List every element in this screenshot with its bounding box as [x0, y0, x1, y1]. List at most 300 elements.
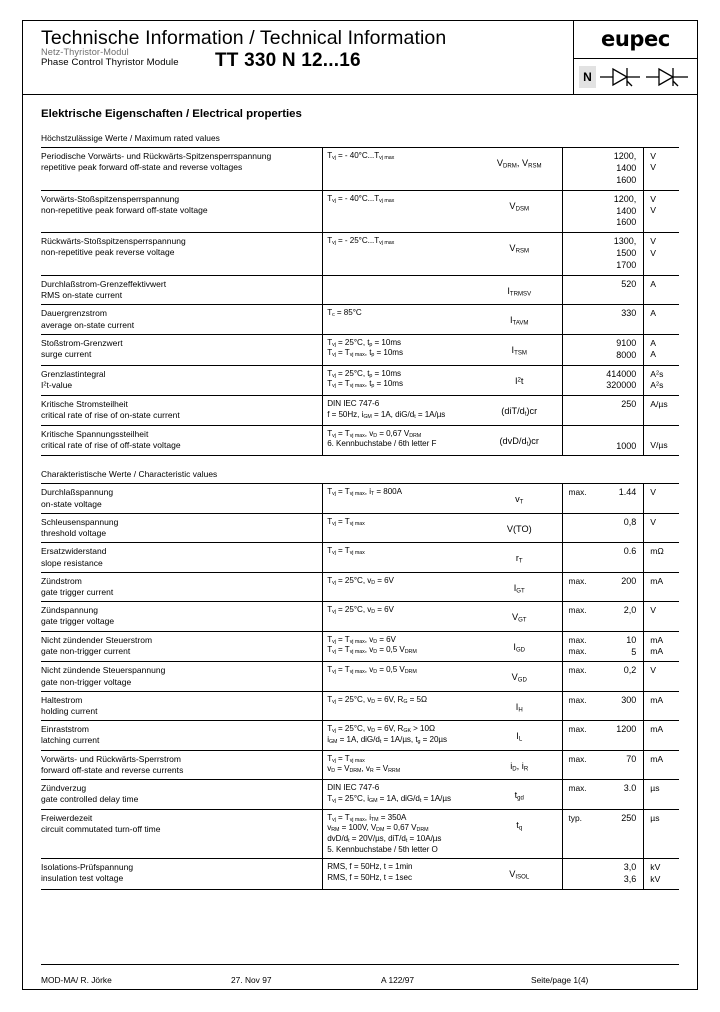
- page-title: Technische Information / Technical Information: [41, 27, 447, 49]
- page-footer: [41, 964, 679, 967]
- test-conditions: [323, 721, 476, 750]
- value: 1600: [616, 217, 637, 228]
- value: 520: [621, 278, 637, 289]
- parameter-description: [41, 233, 323, 276]
- condition-line: $T_{vj} = T_{vj max}$: [327, 753, 365, 764]
- test-conditions: [323, 484, 476, 513]
- parameter-value: [596, 631, 644, 662]
- parameter-name-english: $I^2t$-value: [41, 379, 73, 390]
- value-qualifier: [563, 721, 596, 750]
- footer-doc-id: A 122/97: [381, 975, 415, 985]
- parameter-unit: [644, 662, 679, 691]
- condition-line: dvD/$d_t = 20V/\mu s$, diT/$d_t = 10A/\mu s$: [327, 833, 442, 845]
- value-qualifier: [563, 396, 596, 425]
- parameter-name-german: Vorwärts- und Rückwärts-Sperrstrom: [41, 753, 182, 764]
- parameter-symbol: V(TO): [476, 513, 563, 542]
- unit: $A^2s$: [650, 379, 664, 390]
- parameter-name-english: threshold voltage: [41, 528, 107, 539]
- value: 320000: [606, 380, 637, 391]
- parameter-symbol: $t_q$: [476, 809, 563, 859]
- value: 0.6: [623, 546, 637, 557]
- value-qualifier: [563, 572, 596, 601]
- test-conditions: [323, 425, 476, 456]
- parameter-symbol: $V_{DSM}$: [476, 190, 563, 233]
- test-conditions: [323, 662, 476, 691]
- unit: mΩ: [650, 546, 664, 557]
- table-row: [41, 780, 679, 809]
- parameter-value: [596, 750, 644, 779]
- parameter-description: [41, 691, 323, 720]
- qualifier: max.: [568, 634, 587, 645]
- unit: V: [650, 204, 656, 215]
- parameter-value: [596, 334, 644, 365]
- table-row: [41, 543, 679, 572]
- value-qualifier: [563, 691, 596, 720]
- parameter-name-german: Zündstrom: [41, 575, 82, 586]
- parameter-unit: [644, 396, 679, 425]
- table-row: [41, 365, 679, 396]
- parameter-name-english: gate controlled delay time: [41, 794, 139, 805]
- parameter-symbol: $i_D$, $i_R$: [476, 750, 563, 779]
- test-conditions: [323, 809, 476, 859]
- parameter-name-english: repetitive peak forward off-state and reverse voltages: [41, 162, 243, 173]
- condition-line: $T_{vj} = T_{vj max}$, $v_D = 6V$: [327, 634, 396, 645]
- test-conditions: [323, 396, 476, 425]
- parameter-value: [596, 484, 644, 513]
- value-qualifier: [563, 148, 596, 191]
- parameter-name-german: Durchlaßspannung: [41, 487, 114, 498]
- parameter-symbol: $V_{ISOL}$: [476, 859, 563, 890]
- parameter-symbol: $I_{TAVM}$: [476, 305, 563, 334]
- header-title-block: [23, 21, 573, 94]
- parameter-name-german: Periodische Vorwärts- und Rückwärts-Spitzensperrspannung: [41, 151, 272, 161]
- value: 10: [626, 634, 637, 645]
- parameter-description: [41, 662, 323, 691]
- parameter-name-german: Rückwärts-Stoßspitzensperrspannung: [41, 236, 186, 247]
- parameter-description: [41, 750, 323, 779]
- dual-thyristor-circuit-icon: [599, 64, 691, 90]
- condition-line: $T_{vj} = T_{vj max}$, $t_p = 10ms$: [327, 348, 403, 359]
- parameter-unit: [644, 425, 679, 456]
- unit: mA: [650, 724, 664, 735]
- parameter-unit: [644, 365, 679, 396]
- condition-line: RMS, f = 50Hz, t = 1sec: [327, 872, 412, 882]
- condition-line: $T_{vj} = T_{vj max}$, $v_D = 0,5$ $V_{DRM}$: [327, 665, 417, 676]
- parameter-symbol: $I_{GT}$: [476, 572, 563, 601]
- parameter-description: [41, 148, 323, 191]
- parameter-unit: [644, 809, 679, 859]
- unit: V: [650, 151, 656, 161]
- parameter-name-german: Dauergrenzstrom: [41, 308, 107, 319]
- condition-line: $T_{vj} = 25^\circ C$, $t_p = 10ms$: [327, 337, 402, 348]
- page-border-frame: [22, 20, 698, 990]
- value-qualifier: [563, 365, 596, 396]
- condition-line: 6. Kennbuchstabe / 6th letter F: [327, 439, 437, 449]
- test-conditions: [323, 572, 476, 601]
- condition-line: $T_c = 85^\circ C$: [327, 308, 362, 319]
- parameter-name-english: forward off-state and reverse currents: [41, 764, 184, 775]
- condition-line: $T_{vj}$ = - $40^\circ C...T_{vj max}$: [327, 151, 395, 162]
- value-qualifier: [563, 513, 596, 542]
- parameter-description: [41, 425, 323, 456]
- table-row: [41, 691, 679, 720]
- test-conditions: [323, 691, 476, 720]
- value: 1700: [616, 260, 637, 270]
- parameter-name-english: non-repetitive peak forward off-state voltage: [41, 204, 208, 215]
- characteristic-values-table: [41, 483, 679, 890]
- condition-line: $T_{vj} = 25^\circ C$, $t_p = 10ms$: [327, 368, 402, 379]
- parameter-symbol: $I_H$: [476, 691, 563, 720]
- parameter-value: [596, 691, 644, 720]
- unit: kV: [650, 873, 661, 884]
- parameter-symbol: $V_{RSM}$: [476, 233, 563, 276]
- value-qualifier: [563, 484, 596, 513]
- condition-line: $v_D = V_{DRM}$, $v_R = V_{RRM}$: [327, 764, 401, 775]
- value: 300: [621, 694, 637, 705]
- parameter-symbol: $(dvD/d_t)cr$: [476, 425, 563, 456]
- parameter-name-english: RMS on-state current: [41, 290, 123, 301]
- parameter-value: [596, 513, 644, 542]
- condition-line: DIN IEC 747-6: [327, 399, 380, 409]
- parameter-name-german: Einraststrom: [41, 724, 89, 735]
- value: 1.44: [618, 487, 637, 498]
- footer-page-number: Seite/page 1(4): [531, 975, 589, 985]
- max-rated-values-table: [41, 147, 679, 456]
- value: 330: [621, 308, 637, 319]
- qualifier: max.: [568, 605, 587, 616]
- table-row: [41, 334, 679, 365]
- brand-logo: [574, 21, 697, 59]
- parameter-value: [596, 305, 644, 334]
- condition-line: $T_{vj} = 25^\circ C$, $v_D = 6V$, $R_G = 5\Omega$: [327, 694, 427, 705]
- parameter-unit: [644, 631, 679, 662]
- parameter-value: [596, 859, 644, 890]
- value: 1200, 1400: [613, 151, 637, 173]
- unit: mA: [650, 634, 664, 645]
- table-row: [41, 513, 679, 542]
- value-qualifier: [563, 809, 596, 859]
- properties-body: [23, 95, 697, 890]
- parameter-name-english: latching current: [41, 735, 100, 746]
- unit: A: [650, 337, 656, 348]
- test-conditions: [323, 602, 476, 631]
- parameter-value: [596, 809, 644, 859]
- parameter-name-german: Nicht zündender Steuerstrom: [41, 634, 153, 645]
- parameter-unit: [644, 190, 679, 233]
- test-conditions: [323, 750, 476, 779]
- table-row: [41, 572, 679, 601]
- header-subtitle-block: [23, 47, 573, 84]
- parameter-value: [596, 396, 644, 425]
- value: 1600: [616, 174, 637, 185]
- table-row: [41, 662, 679, 691]
- section-title: Elektrische Eigenschaften / Electrical properties: [41, 108, 302, 120]
- test-conditions: [323, 334, 476, 365]
- condition-line: $T_{vj} = 25^\circ C$, $i_{GM} = 1A$, diG/$d_t = 1A/\mu s$: [327, 793, 451, 804]
- parameter-unit: [644, 305, 679, 334]
- parameter-description: [41, 190, 323, 233]
- parameter-name-english: insulation test voltage: [41, 873, 124, 884]
- unit: A/µs: [650, 399, 668, 410]
- parameter-symbol: $I_{TSM}$: [476, 334, 563, 365]
- table-row: [41, 190, 679, 233]
- page-header: [23, 21, 697, 95]
- parameter-value: [596, 780, 644, 809]
- parameter-symbol: $v_T$: [476, 484, 563, 513]
- condition-line: $T_{vj} = T_{vj max}$: [327, 546, 365, 557]
- table-row: [41, 396, 679, 425]
- parameter-name-german: Zündspannung: [41, 605, 98, 616]
- parameter-name-english: on-state voltage: [41, 498, 102, 509]
- test-conditions: [323, 233, 476, 276]
- unit: µs: [650, 783, 660, 794]
- condition-line: RMS, f = 50Hz, t = 1min: [327, 862, 413, 872]
- condition-line: f = 50Hz, $i_{GM} = 1A$, diG/$d_t = 1A/\mu s$: [327, 409, 446, 421]
- value: 250: [621, 399, 637, 410]
- value-qualifier: [563, 859, 596, 890]
- footer-date: 27. Nov 97: [231, 975, 272, 985]
- parameter-name-german: Stoßstrom-Grenzwert: [41, 337, 123, 348]
- parameter-name-german: Vorwärts-Stoßspitzensperrspannung: [41, 193, 180, 204]
- value: 1000: [616, 440, 637, 451]
- parameter-name-german: Durchlaßstrom-Grenzeffektivwert: [41, 278, 167, 289]
- parameter-name-german: Ersatzwiderstand: [41, 546, 107, 557]
- unit: V: [650, 162, 656, 173]
- parameter-name-english: non-repetitive peak reverse voltage: [41, 247, 175, 258]
- part-number: TT 330 N 12...16: [215, 50, 361, 71]
- parameter-description: [41, 602, 323, 631]
- parameter-description: [41, 780, 323, 809]
- table-row: [41, 305, 679, 334]
- parameter-description: [41, 305, 323, 334]
- parameter-description: [41, 484, 323, 513]
- condition-line: $v_{RM} = 100V$, $V_{DM} = 0,67$ $V_{DRM}$: [327, 823, 429, 834]
- parameter-name-english: surge current: [41, 348, 92, 359]
- package-symbol-cell: [574, 59, 697, 94]
- parameter-name-german: Isolations-Prüfspannung: [41, 862, 134, 873]
- value-qualifier: [563, 602, 596, 631]
- condition-line: $T_{vj} = T_{vj max}$: [327, 516, 365, 528]
- parameter-name-german: Freiwerdezeit: [41, 812, 93, 823]
- value: 0,2: [623, 665, 637, 676]
- value-qualifier: [563, 631, 596, 662]
- unit: A: [650, 278, 656, 289]
- parameter-value: [596, 233, 644, 276]
- test-conditions: [323, 190, 476, 233]
- unit: V: [650, 193, 656, 204]
- condition-line: $T_{vj} = T_{vj max}$, $i_T = 800A$: [327, 487, 402, 498]
- parameter-name-german: Kritische Spannungssteilheit: [41, 428, 149, 439]
- condition-line: $T_{vj} = T_{vj max}$, $v_D = 0,5$ $V_{DRM}$: [327, 645, 417, 656]
- parameter-value: [596, 662, 644, 691]
- parameter-name-english: holding current: [41, 706, 98, 717]
- parameter-name-german: Kritische Stromsteilheit: [41, 399, 128, 410]
- parameter-unit: [644, 233, 679, 276]
- parameter-unit: [644, 148, 679, 191]
- condition-line: $T_{vj} = T_{vj max}$, $i_{TM} = 350A$: [327, 812, 407, 823]
- value-qualifier: [563, 662, 596, 691]
- parameter-unit: [644, 572, 679, 601]
- condition-line: $T_{vj} = T_{vj max}$, $v_D = 0,67$ $V_{DRM}$: [327, 428, 422, 439]
- value-qualifier: [563, 543, 596, 572]
- value-qualifier: [563, 780, 596, 809]
- unit: V: [650, 605, 656, 616]
- value-qualifier: [563, 233, 596, 276]
- parameter-value: [596, 425, 644, 456]
- page-footer-content: [41, 975, 679, 985]
- value: 0,8: [623, 516, 637, 527]
- logo-text: eupec: [601, 27, 670, 51]
- parameter-name-german: Zündverzug: [41, 783, 87, 794]
- parameter-unit: [644, 859, 679, 890]
- table-row: [41, 148, 679, 191]
- unit: mA: [650, 753, 664, 764]
- parameter-description: [41, 396, 323, 425]
- parameter-name-english: circuit commutated turn-off time: [41, 823, 161, 834]
- parameter-description: [41, 334, 323, 365]
- parameter-description: [41, 365, 323, 396]
- unit: V: [650, 247, 656, 258]
- unit: mA: [650, 645, 664, 656]
- value: 3,0: [623, 862, 637, 873]
- footer-author: MOD-MA/ R. Jörke: [41, 975, 112, 985]
- group-title-max-rated: Höchstzulässige Werte / Maximum rated values: [41, 133, 220, 143]
- test-conditions: [323, 148, 476, 191]
- condition-line: 5. Kennbuchstabe / 5th letter O: [327, 844, 438, 854]
- value: 1300, 1500: [613, 236, 637, 259]
- qualifier: max.: [568, 575, 587, 586]
- parameter-symbol: $V_{GT}$: [476, 602, 563, 631]
- test-conditions: [323, 543, 476, 572]
- value: 1200, 1400: [613, 193, 637, 216]
- unit: V: [650, 665, 656, 676]
- unit: V: [650, 236, 656, 247]
- group-title-characteristic: Charakteristische Werte / Characteristic values: [41, 469, 218, 480]
- condition-line: $T_{vj}$ = - $25^\circ C...T_{vj max}$: [327, 236, 395, 247]
- subtitle-english: Phase Control Thyristor Module: [41, 57, 179, 68]
- value: 250: [621, 812, 637, 823]
- test-conditions: [323, 859, 476, 890]
- test-conditions: [323, 365, 476, 396]
- table-row: [41, 750, 679, 779]
- qualifier: max.: [568, 753, 587, 764]
- parameter-symbol: $(diT/d_t)cr$: [476, 396, 563, 425]
- parameter-description: [41, 721, 323, 750]
- parameter-description: [41, 275, 323, 304]
- parameter-description: [41, 572, 323, 601]
- parameter-unit: [644, 513, 679, 542]
- parameter-symbol: $V_{DRM}$, $V_{RSM}$: [476, 148, 563, 191]
- test-conditions: [323, 780, 476, 809]
- parameter-unit: [644, 484, 679, 513]
- parameter-value: [596, 543, 644, 572]
- value: 414000: [606, 368, 637, 379]
- condition-line: $T_{vj} = 25^\circ C$, $v_D = 6V$: [327, 575, 394, 586]
- unit: $A^2s$: [650, 368, 664, 379]
- parameter-unit: [644, 721, 679, 750]
- table-row: [41, 631, 679, 662]
- value-qualifier: [563, 275, 596, 304]
- test-conditions: [323, 275, 476, 304]
- value-qualifier: [563, 425, 596, 456]
- unit: µs: [650, 812, 660, 823]
- value: 3.0: [623, 783, 637, 794]
- parameter-unit: [644, 543, 679, 572]
- parameter-value: [596, 190, 644, 233]
- table-row: [41, 859, 679, 890]
- unit: A: [650, 349, 656, 360]
- parameter-name-german: Schleusenspannung: [41, 516, 119, 527]
- parameter-symbol: $I_{GD}$: [476, 631, 563, 662]
- parameter-symbol: $I^2t$: [476, 365, 563, 396]
- value: 200: [621, 575, 637, 586]
- value: 2,0: [623, 605, 637, 616]
- value-qualifier: [563, 190, 596, 233]
- parameter-name-english: critical rate of rise of off-state voltage: [41, 439, 181, 450]
- table-row: [41, 809, 679, 859]
- value-qualifier: [563, 750, 596, 779]
- parameter-value: [596, 275, 644, 304]
- condition-line: [327, 279, 476, 290]
- test-conditions: [323, 305, 476, 334]
- parameter-name-german: Nicht zündende Steuerspannung: [41, 665, 166, 676]
- parameter-name-english: critical rate of rise of on-state current: [41, 410, 180, 421]
- unit: V: [650, 516, 656, 527]
- parameter-symbol: $t_{gd}$: [476, 780, 563, 809]
- test-conditions: [323, 513, 476, 542]
- table-row: [41, 721, 679, 750]
- condition-line: $T_{vj}$ = - $40^\circ C...T_{vj max}$: [327, 193, 395, 204]
- parameter-description: [41, 543, 323, 572]
- parameter-description: [41, 859, 323, 890]
- table-row: [41, 602, 679, 631]
- parameter-unit: [644, 691, 679, 720]
- parameter-description: [41, 809, 323, 859]
- parameter-symbol: $I_L$: [476, 721, 563, 750]
- parameter-symbol: $I_{TRMSV}$: [476, 275, 563, 304]
- parameter-name-english: gate trigger current: [41, 586, 114, 597]
- qualifier: max.: [568, 487, 587, 498]
- value: 70: [626, 753, 637, 764]
- value-qualifier: [563, 334, 596, 365]
- qualifier: max.: [568, 783, 587, 794]
- header-logo-block: [573, 21, 697, 94]
- parameter-unit: [644, 334, 679, 365]
- parameter-value: [596, 572, 644, 601]
- table-row: [41, 425, 679, 456]
- parameter-unit: [644, 780, 679, 809]
- condition-line: DIN IEC 747-6: [327, 783, 380, 793]
- unit: mA: [650, 575, 664, 586]
- value: 9100: [616, 337, 637, 348]
- condition-line: $T_{vj} = 25^\circ C$, $v_D = 6V$: [327, 605, 394, 616]
- table-row: [41, 484, 679, 513]
- parameter-value: [596, 148, 644, 191]
- parameter-unit: [644, 275, 679, 304]
- qualifier: max.: [568, 665, 587, 676]
- parameter-symbol: $r_T$: [476, 543, 563, 572]
- parameter-name-english: gate non-trigger current: [41, 645, 131, 656]
- test-conditions: [323, 631, 476, 662]
- parameter-name-english: slope resistance: [41, 557, 103, 568]
- parameter-name-english: gate non-trigger voltage: [41, 676, 132, 687]
- parameter-name-german: Haltestrom: [41, 694, 83, 705]
- parameter-description: [41, 513, 323, 542]
- unit: V: [650, 487, 656, 498]
- parameter-description: [41, 631, 323, 662]
- unit: mA: [650, 694, 664, 705]
- value: 3,6: [623, 874, 637, 885]
